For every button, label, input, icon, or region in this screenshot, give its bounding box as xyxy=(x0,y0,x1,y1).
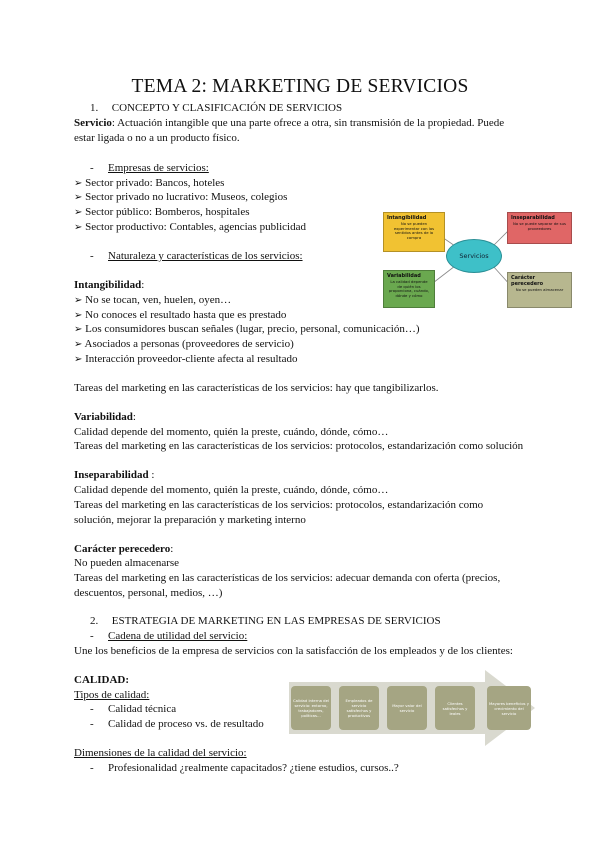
variabilidad-line-2: Tareas del marketing en las características de los servicios: protocolos, estandarización como solución xyxy=(74,440,524,452)
process-step: Clientes satisfechos y leales xyxy=(435,686,475,730)
intangibilidad-tareas: Tareas del marketing en las características de los servicios: hay que tangibilizarlos. xyxy=(74,382,439,394)
mindmap-node-intangibilidad: Intangibilidad No se pueden experimentar con los sentidos antes de la compra xyxy=(383,212,445,252)
list-item: - Calidad técnica xyxy=(90,703,177,715)
naturaleza-heading: - Naturaleza y características de los servicios: xyxy=(90,250,303,262)
list-item: ➢ Interacción proveedor-cliente afecta al resultado xyxy=(74,353,298,365)
dimensiones-heading: Dimensiones de la calidad del servicio: xyxy=(74,747,247,759)
section-2-title: ESTRATEGIA DE MARKETING EN LAS EMPRESAS DE SERVICIOS xyxy=(111,615,441,627)
inseparabilidad-heading: Inseparabilidad : xyxy=(74,469,155,481)
section-2-number: 2. xyxy=(90,615,99,627)
inseparabilidad-line-1: Calidad depende del momento, quién la preste, cuándo, dónde, cómo… xyxy=(74,484,389,496)
list-item: ➢ Sector público: Bomberos, hospitales xyxy=(74,206,250,218)
arrow-bullet-icon: ➢ xyxy=(74,354,83,365)
list-item: ➢ Los consumidores buscan señales (lugar, precio, personal, comunicación…) xyxy=(74,323,420,335)
section-1-number: 1. xyxy=(90,102,99,114)
servicio-text: : Actuación intangible que una parte ofrece a otra, sin transmisión de la propiedad. Puede estar ligada o no a un producto físico. xyxy=(74,117,505,144)
list-item: ➢ No conoces el resultado hasta que es prestado xyxy=(74,309,287,321)
variabilidad-line-1: Calidad depende del momento, quién la preste, cuándo, dónde, cómo… xyxy=(74,426,389,438)
process-step: Mayores beneficios y crecimiento del servicio xyxy=(487,686,531,730)
process-step: Mayor valor del servicio xyxy=(387,686,427,730)
arrow-bullet-icon: ➢ xyxy=(74,310,83,321)
arrow-bullet-icon: ➢ xyxy=(74,295,83,306)
list-item: ➢ Sector privado no lucrativo: Museos, colegios xyxy=(74,191,288,203)
process-step: Calidad interna del servicio: entorno, trabajadores, políticas… xyxy=(291,686,331,730)
tipos-heading: Tipos de calidad: xyxy=(74,689,150,701)
intangibilidad-heading: Intangibilidad: xyxy=(74,279,145,291)
servicio-definition xyxy=(74,116,526,146)
list-item: ➢ Sector productivo: Contables, agencias publicidad xyxy=(74,221,306,233)
list-item: ➢ Asociados a personas (proveedores de servicio) xyxy=(74,338,294,350)
section-2-heading xyxy=(90,614,441,629)
list-item: - Profesionalidad ¿realmente capacitados? ¿tiene estudios, cursos..? xyxy=(90,762,399,774)
list-item: ➢ Sector privado: Bancos, hoteles xyxy=(74,177,225,189)
arrow-bullet-icon: ➢ xyxy=(74,207,83,218)
list-item: - Calidad de proceso vs. de resultado xyxy=(90,718,264,730)
arrow-bullet-icon: ➢ xyxy=(74,178,83,189)
arrow-bullet-icon: ➢ xyxy=(74,192,83,203)
empresas-heading: - Empresas de servicios: xyxy=(90,162,209,174)
inseparabilidad-line-2: Tareas del marketing en las características de los servicios: protocolos, estandarización como solución, mejorar la preparación y marketing interno xyxy=(74,499,484,526)
perecedero-heading: Carácter perecedero: xyxy=(74,543,174,555)
mindmap-center: Servicios xyxy=(446,239,502,273)
arrow-bullet-icon: ➢ xyxy=(74,339,83,350)
section-1-title: CONCEPTO Y CLASIFICACIÓN DE SERVICIOS xyxy=(111,102,343,114)
perecedero-line-2: Tareas del marketing en las características de los servicios: adecuar demanda con oferta (precios, descuentos, personal, medios, …) xyxy=(74,572,501,599)
arrow-bullet-icon: ➢ xyxy=(74,222,83,233)
arrow-bullet-icon: ➢ xyxy=(74,324,83,335)
list-item: ➢ No se tocan, ven, huelen, oyen… xyxy=(74,294,232,306)
calidad-heading: CALIDAD: xyxy=(74,674,129,686)
mindmap-node-inseparabilidad: Inseparabilidad No se puede separar de sus proveedores xyxy=(507,212,572,244)
page-title: TEMA 2: MARKETING DE SERVICIOS xyxy=(131,76,469,97)
process-step: Empleados de servicio satisfechos y productivos xyxy=(339,686,379,730)
mindmap-node-perecedero: Carácter perecedero No se pueden almacenar xyxy=(507,272,572,308)
une-text: Une los beneficios de la empresa de servicios con la satisfacción de los empleados y de los clientes: xyxy=(74,645,513,657)
mindmap-node-variabilidad: Variabilidad La calidad depende de quién los proporciona, cuándo, dónde y cómo xyxy=(383,270,435,308)
cadena-heading: - Cadena de utilidad del servicio: xyxy=(90,630,248,642)
services-mindmap xyxy=(383,208,571,308)
servicio-term: Servicio xyxy=(74,117,112,129)
perecedero-line-1: No pueden almacenarse xyxy=(74,557,180,569)
section-1-heading xyxy=(90,101,342,116)
service-chain-diagram xyxy=(289,670,535,746)
variabilidad-heading: Variabilidad: xyxy=(74,411,136,423)
